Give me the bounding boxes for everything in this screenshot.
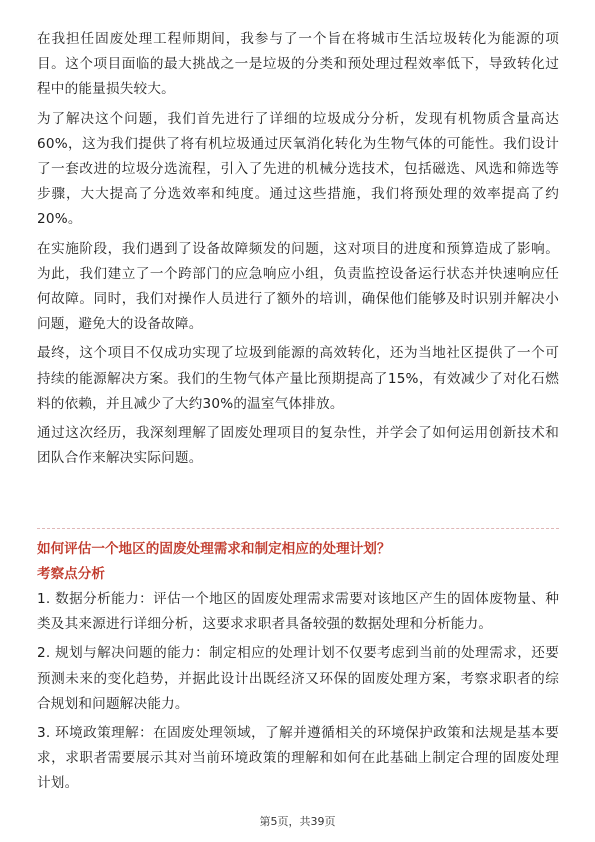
analysis-point: 3. 环境政策理解：在固废处理领域，了解并遵循相关的环境保护政策和法规是基本要求，求职者需要展示其对当前环境政策的理解和如何在此基础上制定合理的固废处理计划。	[37, 725, 559, 792]
section-divider	[37, 528, 559, 529]
paragraph: 最终，这个项目不仅成功实现了垃圾到能源的高效转化，还为当地社区提供了一个可持续的能源解决方案。我们的生物气体产量比预期提高了15%，有效减少了对化石燃料的依赖，并且减少了大约30%的温室气体排放。	[37, 345, 559, 412]
answer-body	[37, 27, 559, 475]
question-section	[37, 537, 559, 801]
question-heading: 如何评估一个地区的固废处理需求和制定相应的处理计划？	[37, 541, 391, 557]
paragraph: 为了解决这个问题，我们首先进行了详细的垃圾成分分析，发现有机物质含量高达60%，这为我们提供了将有机垃圾通过厌氧消化转化为生物气体的可能性。我们设计了一套改进的垃圾分选流程，引入了先进的机械分选技术，包括磁选、风选和筛选等步骤，大大提高了分选效率和纯度。通过这些措施，我们将预处理的效率提高了约20%。	[37, 110, 559, 228]
paragraph: 在我担任固废处理工程师期间，我参与了一个旨在将城市生活垃圾转化为能源的项目。这个项目面临的最大挑战之一是垃圾的分类和预处理过程效率低下，导致转化过程中的能量损失较大。	[37, 31, 559, 98]
analysis-point: 2. 规划与解决问题的能力：制定相应的处理计划不仅要考虑到当前的处理需求，还要预测未来的变化趋势，并据此设计出既经济又环保的固废处理方案，考察求职者的综合规划和问题解决能力。	[37, 645, 559, 712]
paragraph: 在实施阶段，我们遇到了设备故障频发的问题，这对项目的进度和预算造成了影响。为此，我们建立了一个跨部门的应急响应小组，负责监控设备运行状态并快速响应任何故障。同时，我们对操作人员进行了额外的培训，确保他们能够及时识别并解决小问题，避免大的设备故障。	[37, 240, 559, 333]
analysis-point: 1. 数据分析能力：评估一个地区的固废处理需求需要对该地区产生的固体废物量、种类及其来源进行详细分析，这要求求职者具备较强的数据处理和分析能力。	[37, 591, 559, 633]
analysis-subheading: 考察点分析	[37, 566, 105, 582]
paragraph: 通过这次经历，我深刻理解了固废处理项目的复杂性，并学会了如何运用创新技术和团队合作来解决实际问题。	[37, 425, 559, 467]
page-number: 第5页，共39页	[259, 815, 336, 828]
